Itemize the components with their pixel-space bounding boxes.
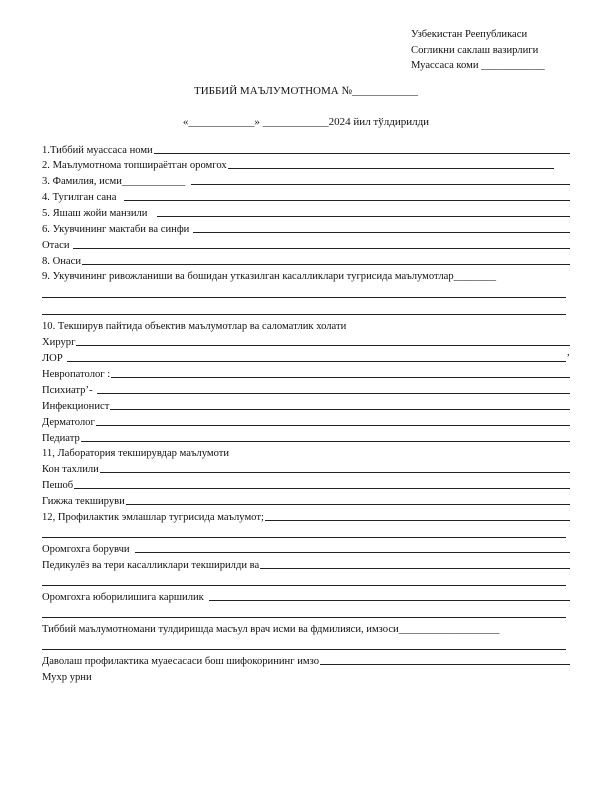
field-institution-name[interactable] (42, 142, 570, 156)
field-label: Педиатр (42, 433, 80, 444)
section-lab-heading (42, 445, 570, 459)
field-blood-test[interactable] (42, 461, 570, 475)
field-ent[interactable] (42, 350, 570, 364)
field-label: 1.Тиббий муассаса номи (42, 145, 153, 156)
field-label: Гижжа текшируви (42, 496, 125, 507)
field-label: Тиббий маълумотномани тулдиришда масъул врач исми ва фдмилияси, имзоси___________________ (42, 624, 500, 635)
field-label: Хирург (42, 337, 76, 348)
field-responsible-doctor[interactable] (42, 621, 570, 635)
fill-line[interactable] (110, 409, 570, 410)
field-birth-date[interactable] (42, 189, 570, 203)
fill-line[interactable] (82, 264, 570, 265)
fill-line[interactable] (100, 472, 570, 473)
ministry-line: Согликни саклаш вазирлиги (411, 44, 539, 56)
field-label: 12, Профилактик эмлашлар тугрисида маълумот; (42, 512, 264, 523)
field-label: 3. Фамилия, исми____________ (42, 176, 186, 187)
field-label: 9. Укувчининг ривожланиши ва бошидан утказилган касалликлари тугрисида маълумотлар________ (42, 271, 497, 282)
fill-line[interactable] (126, 504, 570, 505)
fill-line[interactable] (42, 297, 566, 298)
field-surgeon[interactable] (42, 334, 570, 348)
fill-line[interactable] (42, 617, 566, 618)
field-dermatologist[interactable] (42, 414, 570, 428)
field-pediculosis[interactable] (42, 557, 570, 571)
republic-line: Узбекистан Реепубликаси (411, 29, 528, 40)
institution-code-line: Муассаса коми ____________ (411, 60, 545, 71)
fill-line[interactable] (265, 520, 570, 521)
field-label: 6. Укувчининг мактаби ва синфи (42, 224, 190, 235)
fill-line[interactable] (81, 441, 570, 442)
field-psychiatrist[interactable] (42, 382, 570, 396)
field-tail-mark: ’ (566, 353, 570, 364)
document-title: ТИББИЙ МАЪЛУМОТНОМА №____________ (194, 85, 418, 97)
field-infectionist[interactable] (42, 398, 570, 412)
field-chief-doctor-signature[interactable] (42, 653, 570, 667)
fill-line[interactable] (157, 216, 570, 217)
fill-line[interactable] (42, 585, 566, 586)
fill-line[interactable] (97, 393, 570, 394)
field-mother[interactable] (42, 253, 570, 267)
fill-line[interactable] (191, 184, 570, 185)
field-pediatrician[interactable] (42, 430, 570, 444)
section-objective-heading (42, 318, 570, 332)
fill-line[interactable] (96, 425, 570, 426)
field-school-class[interactable] (42, 221, 570, 235)
field-label: 4. Тугилган сана (42, 192, 117, 203)
field-camp-name[interactable] (42, 157, 554, 171)
field-label: 8. Онаси (42, 256, 81, 267)
field-label: Психиатр’- (42, 385, 93, 396)
field-label: Мухр урни (42, 672, 92, 683)
issuer-header (411, 27, 545, 74)
fill-line[interactable] (76, 345, 570, 346)
fill-line[interactable] (67, 361, 567, 362)
field-history-heading (42, 268, 570, 282)
fill-line[interactable] (154, 153, 570, 154)
field-label: 2. Маълумотнома топшираётган оромгох (42, 160, 227, 171)
stamp-place (42, 669, 570, 683)
field-vaccinations[interactable] (42, 509, 570, 523)
fill-line[interactable] (74, 488, 570, 489)
field-label: Оромгохга юборилишига каршилик (42, 592, 204, 603)
field-label: 11, Лаборатория текширувдар маълумоти (42, 448, 230, 459)
fill-line[interactable] (320, 664, 570, 665)
field-label: Педикулёз ва тери касалликлари текширилди ва (42, 560, 260, 571)
fill-line[interactable] (260, 568, 570, 569)
fill-line[interactable] (73, 248, 570, 249)
field-label: 10. Текширув пайтида объектив маълумотлар ва саломатлик холати (42, 321, 347, 332)
field-label: Кон тахлили (42, 464, 99, 475)
field-label: Невропатолог : (42, 369, 111, 380)
field-label: Пешоб (42, 480, 74, 491)
field-label: Инфекционист (42, 401, 110, 412)
field-camp-attendee[interactable] (42, 541, 570, 555)
fill-line[interactable] (124, 200, 570, 201)
fill-line[interactable] (42, 314, 566, 315)
field-label: Дерматолог (42, 417, 95, 428)
field-full-name[interactable] (42, 173, 570, 187)
field-label: 5. Яшаш жойи манзили (42, 208, 148, 219)
fill-line[interactable] (111, 377, 570, 378)
field-neurologist[interactable] (42, 366, 570, 380)
fill-line[interactable] (135, 552, 570, 553)
fill-line[interactable] (193, 232, 570, 233)
field-address[interactable] (42, 205, 570, 219)
fill-line[interactable] (42, 649, 566, 650)
field-urine-test[interactable] (42, 477, 570, 491)
fill-line[interactable] (42, 537, 566, 538)
fill-date-line: «____________» ____________2024 йил тўлдирилди (182, 116, 430, 128)
fill-line[interactable] (228, 168, 554, 169)
fill-line[interactable] (209, 600, 570, 601)
field-label: Отаси (42, 240, 70, 251)
field-helminth-test[interactable] (42, 493, 570, 507)
field-father[interactable] (42, 237, 570, 251)
field-objection[interactable] (42, 589, 570, 603)
field-label: Даволаш профилактика муаесасаси бош шифокорининг имзо (42, 656, 319, 667)
field-label: ЛОР (42, 353, 63, 364)
field-label: Оромгохга борувчи (42, 544, 130, 555)
